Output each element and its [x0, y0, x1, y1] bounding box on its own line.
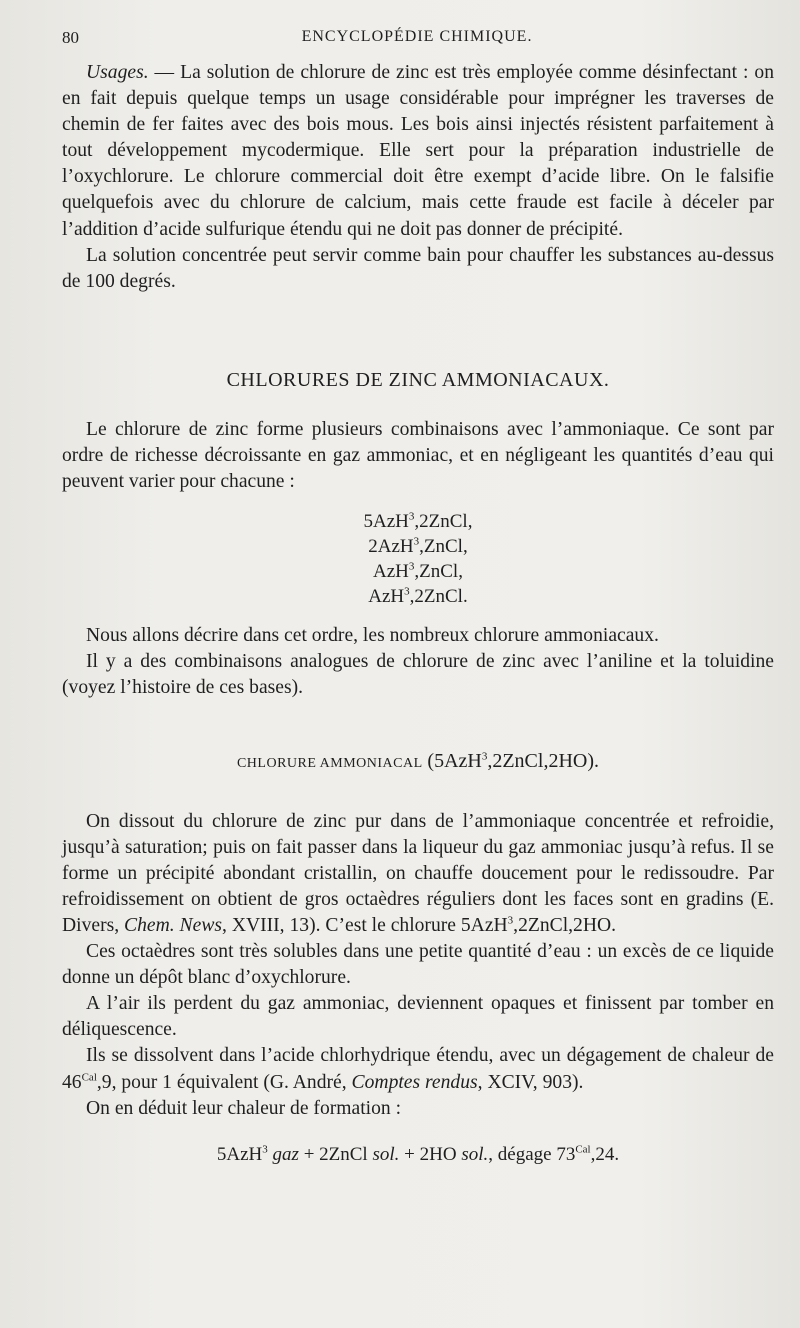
solubility-paragraph: Ces octaèdres sont très solubles dans une petite quantité d’eau : un excès de ce liquide donne un dépôt blanc d’oxychlorure.: [62, 941, 774, 989]
formula-list: [62, 509, 774, 609]
citation-journal: Comptes rendus: [351, 1071, 478, 1093]
order-paragraph: Nous allons décrire dans cet ordre, les nombreux chlorure ammoniacaux.: [86, 625, 659, 647]
section-title: CHLORURES DE ZINC AMMONIACAUX.: [226, 368, 610, 391]
deduction-paragraph: On en déduit leur chaleur de formation :: [86, 1097, 402, 1119]
bath-paragraph: La solution concentrée peut servir comme bain pour chauffer les substances au-dessus de 100 degrés.: [62, 244, 774, 292]
page-number: 80: [62, 28, 79, 47]
usages-label: Usages.: [86, 62, 149, 83]
analog-paragraph: Il y a des combinaisons analogues de chlorure de zinc avec l’aniline et la toluidine (voyez l’histoire de ces bases).: [62, 651, 774, 699]
usages-text: — La solution de chlorure de zinc est très employée comme désinfectant : on en fait depuis quelque temps un usage considérable pour imprégner les traverses de chemin de fer faites avec des bois mous. Les bois ainsi injectés résistent parfaitement à tout développement mycodermique. Elle sert pour la préparation industrielle de l’oxychlorure. Le chlorure commercial doit être exempt d’acide libre. On le falsifie quelquefois avec du chlorure de calcium, mais cette fraude est facile à déceler par l’addition d’acide sulfurique étendu qui ne doit pas donner de précipité.: [62, 62, 774, 240]
formula-item: 2AzH$^3$,ZnCl,: [368, 535, 468, 558]
formula-item: AzH$^3$,ZnCl,: [373, 560, 463, 583]
intro-paragraph: Le chlorure de zinc forme plusieurs combinaisons avec l’ammoniaque. Ce sont par ordre de richesse décroissante en gaz ammoniac, et en négligeant les quantités d’eau qui peuvent varier pour chacune :: [62, 418, 774, 493]
dissolution-paragraph: Ils se dissolvent dans l’acide chlorhydrique étendu, avec un dégagement de chaleur de $46^{Cal},9$, pour 1 équivalent (G. André, Comptes rendus, XCIV, 903).: [62, 1045, 774, 1093]
usages-paragraph: [62, 60, 774, 243]
preparation-paragraph: On dissout du chlorure de zinc pur dans de l’ammoniaque concentrée et refroidie, jusqu’à saturation; puis on fait passer dans la liqueur du gaz ammoniac jusqu’à refus. Il se forme un précipité abondant cristallin, on chauffe doucement pour le redissoudre. Par refroidissement on obtient de gros octaèdres réguliers dont les faces sont en gradins (E. Divers, Chem. News, XVIII, 13). C’est le chlorure 5AzH$^3$,2ZnCl,2HO.: [62, 810, 774, 936]
page-header: [62, 28, 772, 52]
subsection-label: CHLORURE AMMONIACAL: [236, 755, 423, 771]
formula-item: AzH$^3$,2ZnCl.: [368, 585, 468, 608]
air-paragraph: A l’air ils perdent du gaz ammoniac, deviennent opaques et finissent par tomber en déliquescence.: [62, 993, 774, 1041]
running-title: ENCYCLOPÉDIE CHIMIQUE.: [301, 28, 533, 45]
formation-equation: 5AzH$^3$ gaz + 2ZnCl sol. + 2HO sol., dégage $73^{Cal},24$.: [216, 1143, 620, 1165]
formula-item: 5AzH$^3$,2ZnCl,: [363, 510, 473, 533]
page-body: [62, 60, 774, 1168]
subsection-formula: (5AzH$^3$,2ZnCl,2HO).: [427, 749, 600, 772]
citation-journal: Chem. News: [124, 914, 223, 936]
subsection-title: [62, 748, 774, 777]
